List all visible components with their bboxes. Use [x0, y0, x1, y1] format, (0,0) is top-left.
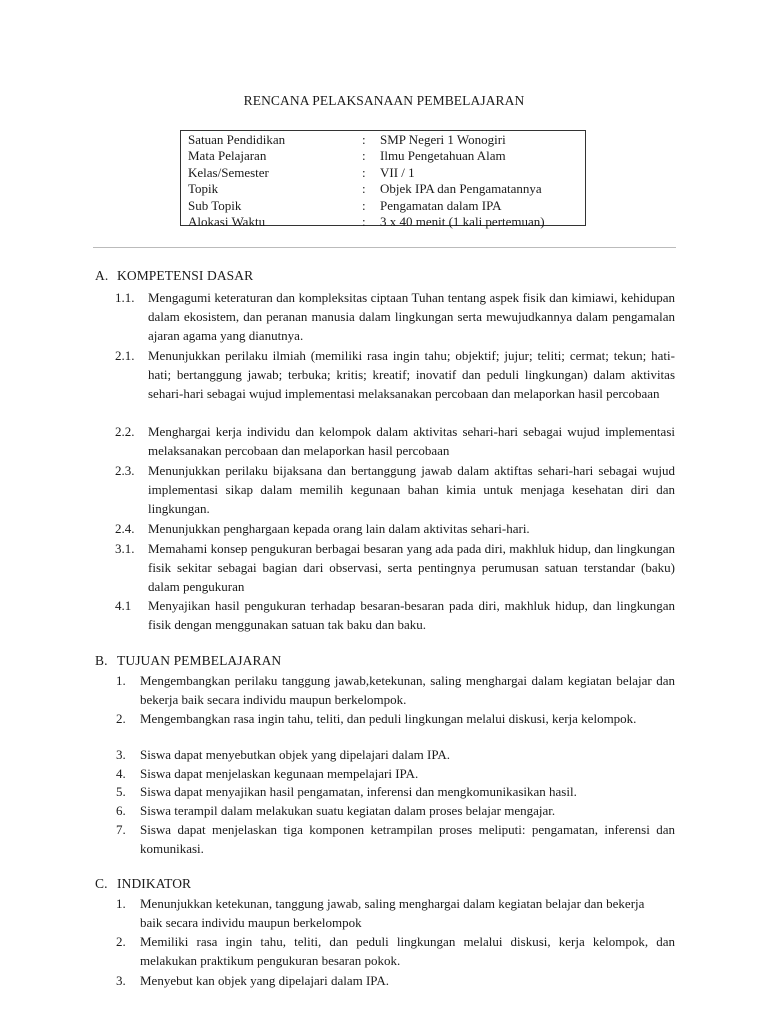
item-text: Menyebut kan objek yang dipelajari dalam IPA. [140, 973, 389, 988]
info-colon: : [362, 181, 366, 197]
item-number: 3. [116, 973, 126, 988]
info-label: Alokasi Waktu [188, 213, 266, 229]
info-label: Mata Pelajaran [188, 148, 267, 164]
item-number: 3. [116, 747, 126, 762]
section-letter: A. [95, 268, 109, 283]
section-letter: B. [95, 653, 108, 668]
item-number: 7. [116, 822, 126, 837]
info-value: Objek IPA dan Pengamatannya [380, 181, 542, 197]
item-number: 2.4. [115, 521, 135, 536]
item-number: 2.1. [115, 348, 135, 363]
info-value: SMP Negeri 1 Wonogiri [380, 132, 506, 147]
info-label: Satuan Pendidikan [188, 132, 286, 147]
item-number: 6. [116, 803, 126, 818]
section-title: TUJUAN PEMBELAJARAN [117, 653, 282, 668]
item-number: 4.1 [115, 598, 132, 613]
info-row-kelas-semester [188, 165, 585, 181]
item-text: Mengembangkan perilaku tanggung jawab,ketekunan, saling menghargai dalam kegiatan belajar dan bekerja baik secara individu maupun berkelompok. [140, 673, 675, 708]
section-title: KOMPETENSI DASAR [117, 268, 254, 283]
item-number: 2. [116, 711, 126, 726]
document-title: RENCANA PELAKSANAAN PEMBELAJARAN [243, 93, 525, 108]
item-number: 1. [116, 673, 126, 688]
item-text: Menunjukkan penghargaan kepada orang lain dalam aktivitas sehari-hari. [148, 521, 530, 536]
identity-table [180, 130, 586, 229]
item-text: Siswa dapat menjelaskan tiga komponen ketrampilan proses meliputi: pengamatan, inferensi dan komunikasi. [140, 822, 675, 857]
item-text: Menunjukkan perilaku bijaksana dan bertanggung jawab dalam aktiftas sehari-hari sebagai wujud implementasi sikap dalam memilih kegunaan bahan kimia untuk menjaga kesehatan diri dan lingkungan. [148, 463, 675, 517]
info-row-sub-topik [188, 198, 585, 214]
info-colon: : [362, 148, 366, 164]
info-label: Kelas/Semester [188, 164, 269, 180]
item-text: Menghargai kerja individu dan kelompok dalam aktivitas sehari-hari sebagai wujud implementasi melaksanakan percobaan dan melaporkan hasil percobaan [148, 424, 675, 459]
item-text: Menunjukkan ketekunan, tanggung jawab, saling menghargai dalam kegiatan belajar dan bekerja baik secara individu maupun berkelompok [140, 896, 645, 931]
item-text: Memahami konsep pengukuran berbagai besaran yang ada pada diri, makhluk hidup, dan lingkungan fisik sekitar sebagai bagian dari observasi, serta pentingnya perumusan satuan terstandar (baku) dalam pengukuran [148, 541, 675, 595]
info-value: VII / 1 [380, 164, 415, 180]
item-number: 5. [116, 784, 126, 799]
info-label: Sub Topik [188, 197, 242, 213]
info-colon: : [362, 197, 366, 213]
item-text: Menyajikan hasil pengukuran terhadap besaran-besaran pada diri, makhluk hidup, dan lingkungan fisik dengan menggunakan satuan tak baku dan baku. [148, 598, 675, 633]
info-label: Topik [188, 181, 219, 197]
item-number: 2.2. [115, 424, 135, 439]
item-number: 2. [116, 934, 126, 949]
item-number: 1.1. [115, 290, 135, 305]
item-number: 1. [116, 896, 126, 911]
info-value: Ilmu Pengetahuan Alam [380, 148, 506, 164]
item-number: 3.1. [115, 541, 135, 556]
section-b-heading [95, 653, 281, 669]
item-number: 2.3. [115, 463, 135, 478]
info-value: Pengamatan dalam IPA [380, 197, 502, 213]
item-text: Siswa dapat menjelaskan kegunaan mempelajari IPA. [140, 766, 419, 781]
item-text: Memiliki rasa ingin tahu, teliti, dan peduli lingkungan melalui diskusi, kerja kelompok, dan melakukan praktikum pengukuran besaran pokok. [140, 934, 675, 969]
info-value: 3 x 40 menit (1 kali pertemuan) [380, 213, 545, 229]
item-text: Mengagumi keteraturan dan kompleksitas ciptaan Tuhan tentang aspek fisik dan kimiawi, kehidupan dalam ekosistem, dan peranan manusia dalam lingkungan serta mewujudkannya dalam pengamalan ajaran agama yang dianutnya. [148, 290, 675, 344]
section-a-heading [95, 268, 253, 284]
info-row-satuan-pendidikan [188, 132, 585, 148]
horizontal-divider [93, 247, 676, 248]
item-text: Siswa dapat menyebutkan objek yang dipelajari dalam IPA. [140, 747, 451, 762]
info-row-topik [188, 181, 585, 197]
item-text: Siswa dapat menyajikan hasil pengamatan, inferensi dan mengkomunikasikan hasil. [140, 784, 577, 799]
info-colon: : [362, 132, 366, 147]
item-text: Menunjukkan perilaku ilmiah (memiliki rasa ingin tahu; objektif; jujur; teliti; cermat; tekun; hati-hati; bertanggung jawab; terbuka; kritis; kreatif; inovatif dan peduli lingkungan) dalam aktivitas sehari-hari sebagai wujud implementasi melaksanakan percobaan dan melaporkan hasil percobaan [148, 348, 675, 402]
info-colon: : [362, 213, 366, 229]
section-c-heading [95, 876, 191, 892]
item-number: 4. [116, 766, 126, 781]
item-text: Siswa terampil dalam melakukan suatu kegiatan dalam proses belajar mengajar. [140, 803, 556, 818]
section-letter: C. [95, 876, 108, 891]
section-title: INDIKATOR [117, 876, 192, 891]
info-row-mata-pelajaran [188, 148, 585, 164]
info-colon: : [362, 164, 366, 180]
item-text: Mengembangkan rasa ingin tahu, teliti, dan peduli lingkungan melalui diskusi, kerja kelompok. [140, 711, 637, 726]
info-row-alokasi-waktu [188, 214, 585, 230]
